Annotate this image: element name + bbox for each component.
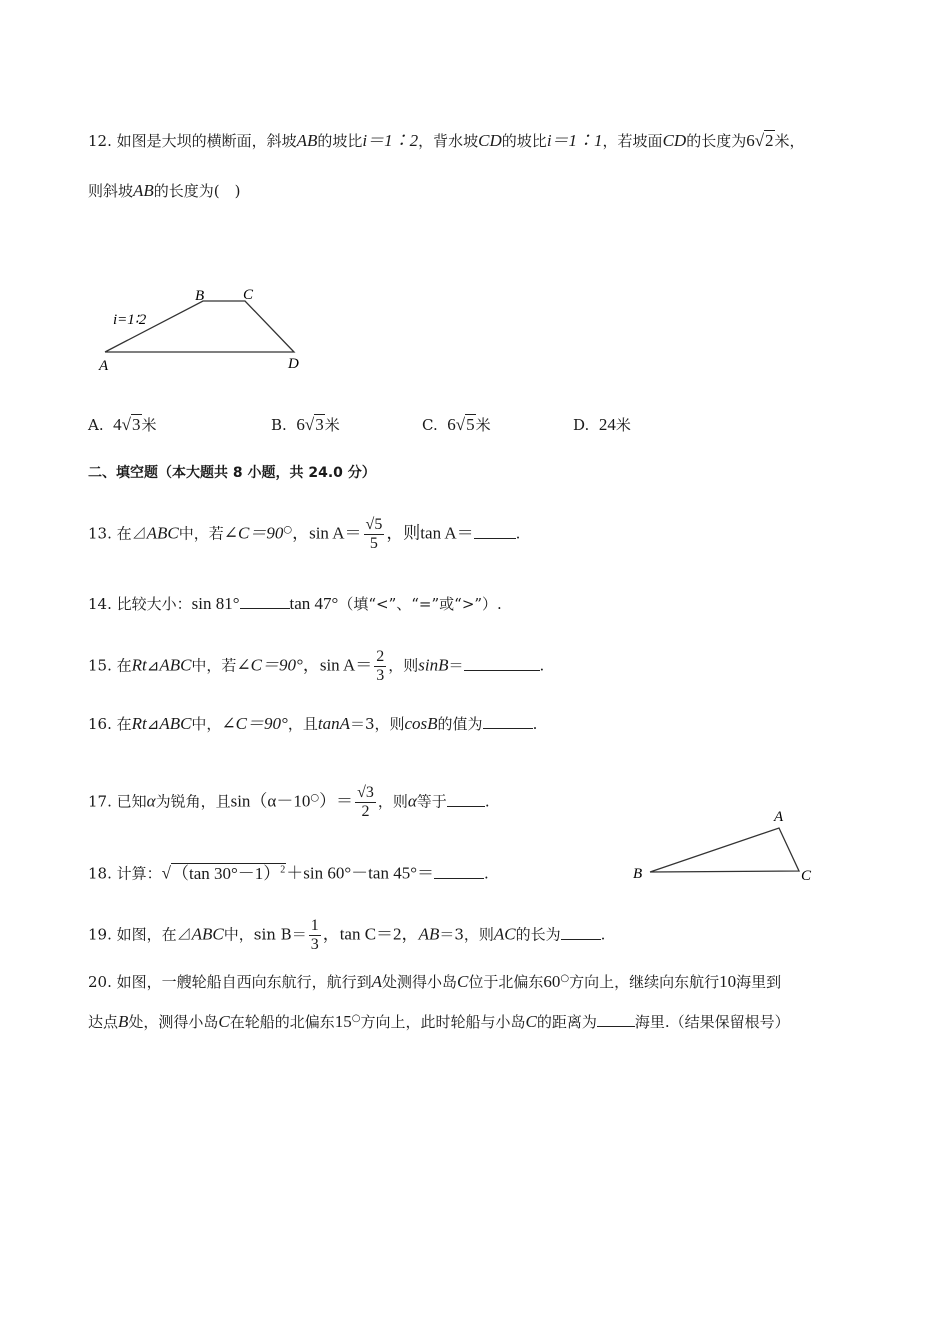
q14-answer-blank[interactable] [240, 594, 290, 609]
section-title: 二、填空题（本大题共 8 小题，共 24.0 分） [88, 465, 376, 481]
q15: 15. 在Rt⊿ABC中，若∠C＝90°，sin A＝ $\frac{2}{3}$ ，则sinB＝ . [88, 648, 545, 684]
q18: 18. 计算：√（tan 30°－1）$^2$＋sin 60°－tan 45°＝ . [88, 863, 489, 883]
triangle-abc-figure [628, 800, 828, 890]
dam-cross-section-figure [95, 282, 315, 378]
option-A[interactable]: A. 4√3米 [88, 415, 157, 434]
q19-answer-blank[interactable] [561, 925, 601, 940]
q20-line2: 达点B处，测得小岛C在轮船的北偏东15○方向上，此时轮船与小岛C的距离为 海里.（结果保留根号） [88, 1012, 790, 1031]
q14: 14. 比较大小：sin 81° tan 47°（填“<”、“=”或“>”）. [88, 594, 502, 613]
figure-ratio-label: i=1∶2 [113, 312, 147, 328]
q13: 13. 在⊿ABC中，若∠C＝90○，sin A＝ $\frac{√5}{5}$ ，则tan A＝ . [88, 516, 521, 552]
figure-label-B: B [633, 866, 643, 882]
figure-label-C: C [801, 868, 812, 884]
figure-label-B: B [195, 288, 205, 304]
figure-label-A: A [99, 358, 109, 374]
q16: 16. 在Rt⊿ABC中，∠C＝90°，且tanA＝3，则cosB的值为 . [88, 714, 538, 733]
q16-answer-blank[interactable] [483, 714, 533, 729]
option-B[interactable]: B. 6√3米 [271, 415, 340, 434]
figure-label-C: C [243, 287, 254, 303]
q13-answer-blank[interactable] [474, 524, 516, 539]
q19: 19. 如图，在⊿ABC中，sin B＝ $\frac{1}{3}$ ，tan C＝2，AB＝3，则AC的长为 . [88, 917, 606, 953]
figure-label-D: D [288, 356, 299, 372]
q17: 17. 已知α为锐角，且sin（α－10○）＝ $\frac{√3}{2}$ ，则α等于 . [88, 784, 490, 820]
q15-answer-blank[interactable] [464, 656, 540, 671]
figure-label-A: A [774, 809, 784, 825]
q17-answer-blank[interactable] [447, 792, 485, 807]
q12-line1: 12. 如图是大坝的横断面，斜坡AB的坡比i＝1∶2，背水坡CD的坡比i＝1∶1，若坡面CD的长度为6√2米， [88, 131, 805, 150]
q20-answer-blank[interactable] [597, 1012, 635, 1027]
q20-line1: 20. 如图，一艘轮船自西向东航行，航行到A处测得小岛C位于北偏东60○方向上，继续向东航行10海里到 [88, 972, 782, 991]
option-D[interactable]: D. 24米 [573, 415, 631, 434]
q12-line2: 则斜坡AB的长度为( ) [88, 181, 241, 200]
q18-answer-blank[interactable] [434, 864, 484, 879]
option-C[interactable]: C. 6√5米 [422, 415, 491, 434]
